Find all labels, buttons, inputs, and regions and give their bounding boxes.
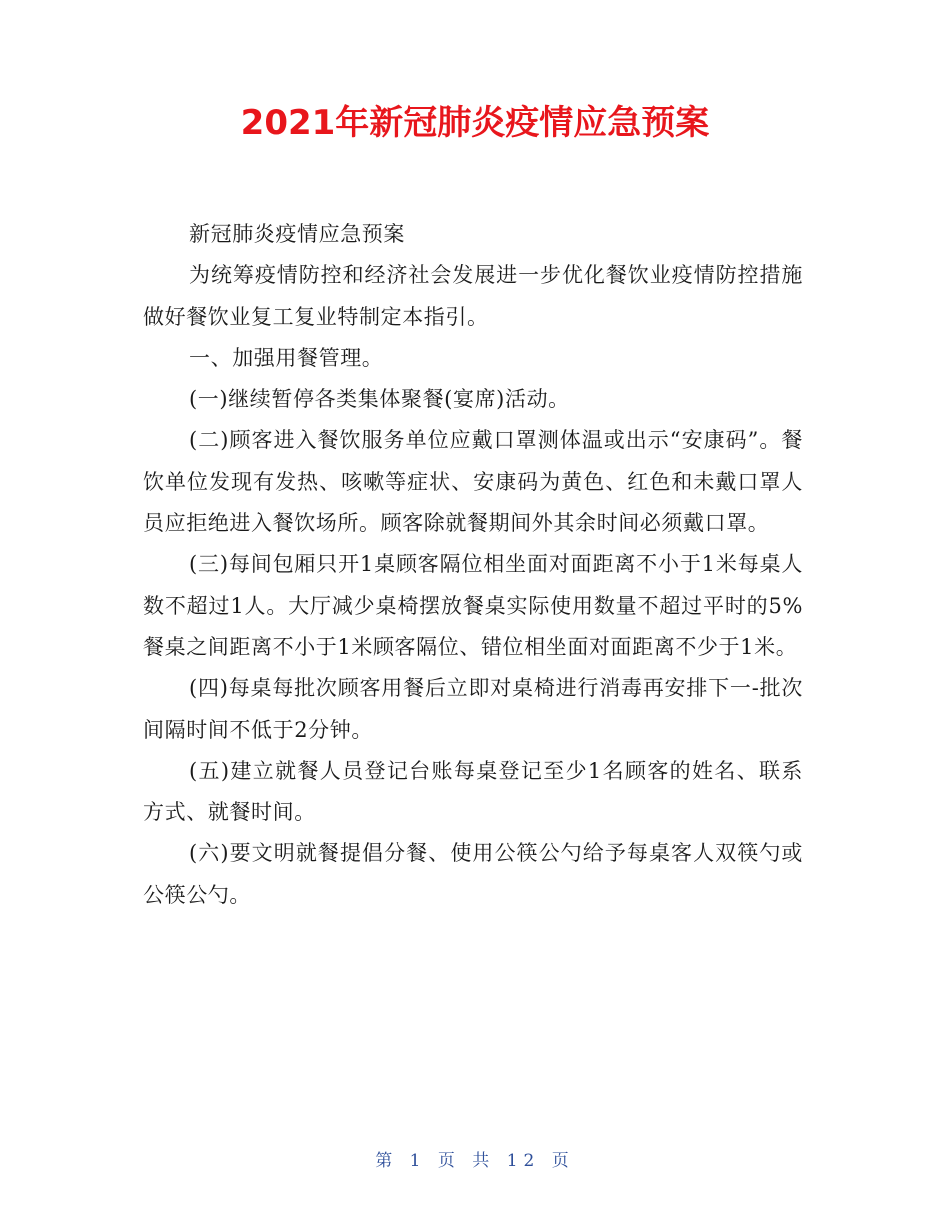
paragraph-intro: 为统筹疫情防控和经济社会发展进一步优化餐饮业疫情防控措施做好餐饮业复工复业特制定本指引。 [143, 263, 803, 329]
document-title: 2021年新冠肺炎疫情应急预案 [240, 103, 710, 143]
paragraph-item-2: (二)顾客进入餐饮服务单位应戴口罩测体温或出示“安康码”。餐饮单位发现有发热、咳嗽等症状、安康码为黄色、红色和未戴口罩人员应拒绝进入餐饮场所。顾客除就餐期间外其余时间必须戴口罩。 [143, 428, 803, 536]
section-heading-1: 一、加强用餐管理。 [189, 345, 384, 370]
document-body [143, 214, 803, 916]
paragraph-item-4: (四)每桌每批次顾客用餐后立即对桌椅进行消毒再安排下一-批次间隔时间不低于2分钟。 [143, 676, 803, 742]
paragraph-item-3: (三)每间包厢只开1桌顾客隔位相坐面对面距离不小于1米每桌人数不超过1人。大厅减少桌椅摆放餐桌实际使用数量不超过平时的5%餐桌之间距离不小于1米顾客隔位、错位相坐面对面距离不少于1米。 [143, 552, 803, 659]
paragraph-item-6: (六)要文明就餐提倡分餐、使用公筷公勺给予每桌客人双筷勺或公筷公勺。 [143, 841, 803, 907]
paragraph-heading: 新冠肺炎疫情应急预案 [189, 222, 405, 246]
paragraph-item-1: (一)继续暂停各类集体聚餐(宴席)活动。 [189, 387, 570, 412]
page-footer: 第 1 页 共 12 页 [375, 1151, 575, 1171]
paragraph-item-5: (五)建立就餐人员登记台账每桌登记至少1名顾客的姓名、联系方式、就餐时间。 [143, 758, 803, 825]
